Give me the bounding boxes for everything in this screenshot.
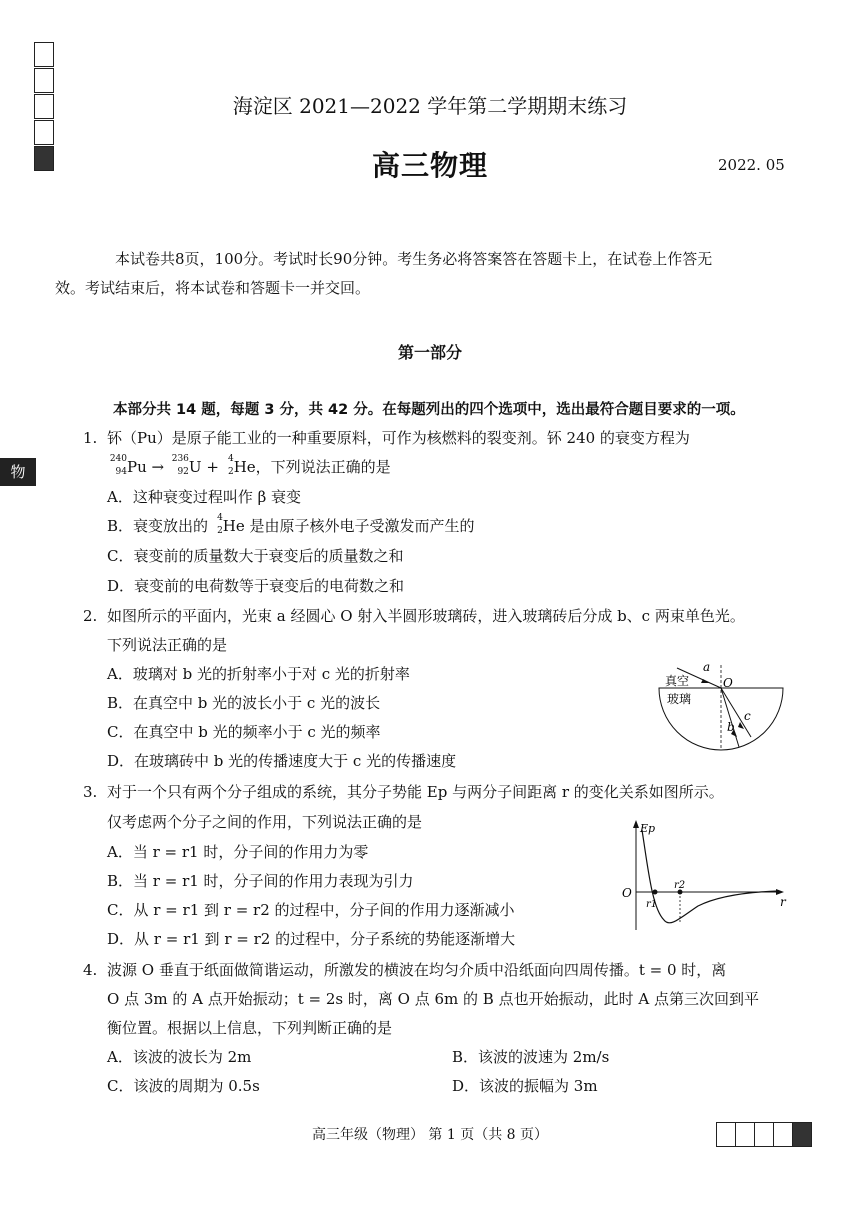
refraction-figure xyxy=(655,655,790,760)
q4-option-c: C．该波的周期为 0.5s xyxy=(107,1077,260,1095)
ep-curve xyxy=(642,830,778,923)
potential-energy-graph xyxy=(618,818,788,934)
pu-z: 94 xyxy=(115,467,127,477)
label-r2: r2 xyxy=(674,880,686,891)
pu-mass: 240 xyxy=(109,454,127,464)
q2-option-a: A．玻璃对 b 光的折射率小于对 c 光的折射率 xyxy=(107,665,410,683)
q4-line-2: O 点 3m 的 A 点开始振动；t = 2s 时，离 O 点 6m 的 B 点也开始振动，此时 A 点第三次回到平 xyxy=(107,990,759,1008)
q4-line-3: 衡位置。根据以上信息，下列判断正确的是 xyxy=(107,1019,393,1037)
q1-equation-tail: ，下列说法正确的是 xyxy=(255,458,391,476)
intro-line-2: 效。考试结束后，将本试卷和答题卡一并交回。 xyxy=(55,279,371,297)
plus-symbol: + xyxy=(206,458,219,476)
q2-option-b: B．在真空中 b 光的波长小于 c 光的波长 xyxy=(107,694,381,712)
section-instructions: 本部分共 14 题，每题 3 分，共 42 分。在每题列出的四个选项中，选出最符合题目要求的一项。 xyxy=(113,402,745,418)
exam-title: 海淀区 2021—2022 学年第二学期期末练习 xyxy=(232,94,628,118)
q4-option-a: A．该波的波长为 2m xyxy=(107,1048,252,1066)
q3-option-c: C．从 r = r1 到 r = r2 的过程中，分子间的作用力逐渐减小 xyxy=(107,901,515,919)
exam-subtitle: 高三物理 xyxy=(371,149,488,182)
ray-c-arrow xyxy=(738,722,744,729)
he-b-symbol: He xyxy=(222,517,245,535)
q4-line-1: 波源 O 垂直于纸面做简谐运动，所激发的横波在均匀介质中沿纸面向四周传播。t = 0 时，离 xyxy=(107,961,727,979)
page-footer: 高三年级（物理） 第 1 页（共 8 页） xyxy=(311,1127,549,1143)
point-r1 xyxy=(653,890,658,895)
he-nuclide xyxy=(224,454,234,478)
he-z: 2 xyxy=(227,467,234,477)
q1-option-a: A．这种衰变过程叫作 β 衰变 xyxy=(107,488,302,506)
u-z: 92 xyxy=(177,467,189,477)
footer-box xyxy=(735,1122,755,1147)
q2-option-c: C．在真空中 b 光的频率小于 c 光的频率 xyxy=(107,723,381,741)
exam-date: 2022. 05 xyxy=(718,156,785,174)
he-b-mass: 4 xyxy=(217,513,223,523)
label-O: O xyxy=(723,676,733,690)
ray-b xyxy=(721,688,739,747)
q2-number: 2. xyxy=(83,607,98,625)
y-axis-arrow xyxy=(633,820,639,828)
q1-number: 1. xyxy=(83,429,98,447)
label-b: b xyxy=(727,720,735,734)
u-nuclide xyxy=(169,454,189,478)
q1-option-b-pre: B．衰变放出的 xyxy=(107,517,213,535)
q2-line-2: 下列说法正确的是 xyxy=(107,636,228,654)
label-r1: r1 xyxy=(646,899,658,910)
he-mass: 4 xyxy=(227,454,234,464)
q3-option-b: B．当 r = r1 时，分子间的作用力表现为引力 xyxy=(107,872,414,890)
u-mass: 236 xyxy=(171,454,189,464)
label-c: c xyxy=(744,709,751,723)
q2-line-1: 如图所示的平面内，光束 a 经圆心 O 射入半圆形玻璃砖，进入玻璃砖后分成 b、c 两束单色光。 xyxy=(107,607,745,625)
label-vacuum: 真空 xyxy=(665,674,690,688)
q3-line-1: 对于一个只有两个分子组成的系统，其分子势能 Ep 与两分子间距离 r 的变化关系如图所示。 xyxy=(107,783,724,801)
q3-option-d: D．从 r = r1 到 r = r2 的过程中，分子系统的势能逐渐增大 xyxy=(107,930,516,948)
pu-nuclide xyxy=(107,454,127,478)
he-symbol: He xyxy=(233,458,256,476)
he-b-z: 2 xyxy=(217,526,223,536)
strip-box xyxy=(34,120,54,145)
he-nuclide-b xyxy=(213,513,223,537)
subject-side-tab: 物 xyxy=(0,458,36,486)
q3-number: 3. xyxy=(83,783,98,801)
intro-paragraph xyxy=(55,245,780,303)
u-symbol: U xyxy=(188,458,202,476)
q3-option-a: A．当 r = r1 时，分子间的作用力为零 xyxy=(107,843,369,861)
q1-option-d: D．衰变前的电荷数等于衰变后的电荷数之和 xyxy=(107,577,405,595)
q4-option-d: D．该波的振幅为 3m xyxy=(452,1077,598,1095)
q1-equation xyxy=(107,454,391,478)
pu-symbol: Pu xyxy=(127,458,147,476)
footer-box xyxy=(754,1122,774,1147)
label-glass: 玻璃 xyxy=(667,692,692,706)
footer-box xyxy=(716,1122,736,1147)
intro-line-1: 本试卷共8页，100分。考试时长90分钟。考生务必将答案答在答题卡上，在试卷上作答无 xyxy=(115,250,713,268)
arrow-symbol: → xyxy=(151,458,165,476)
strip-box xyxy=(34,42,54,67)
q4-option-b: B．该波的波速为 2m/s xyxy=(452,1048,610,1066)
q3-line-2: 仅考虑两个分子之间的作用，下列说法正确的是 xyxy=(107,813,423,831)
footer-box-filled xyxy=(792,1122,812,1147)
footer-box xyxy=(773,1122,793,1147)
label-a: a xyxy=(703,660,711,674)
q1-option-b-post: 是由原子核外电子受激发而产生的 xyxy=(244,517,475,535)
q1-option-b xyxy=(107,513,475,537)
label-ep: Ep xyxy=(640,822,656,835)
q1-line-1: 钚（Pu）是原子能工业的一种重要原料，可作为核燃料的裂变剂。钚 240 的衰变方程为 xyxy=(107,429,690,447)
q1-option-c: C．衰变前的质量数大于衰变后的质量数之和 xyxy=(107,547,404,565)
q2-option-d: D．在玻璃砖中 b 光的传播速度大于 c 光的传播速度 xyxy=(107,752,457,770)
label-origin: O xyxy=(622,886,632,900)
q4-number: 4. xyxy=(83,961,98,979)
label-r: r xyxy=(780,895,786,909)
section-title: 第一部分 xyxy=(397,343,462,362)
